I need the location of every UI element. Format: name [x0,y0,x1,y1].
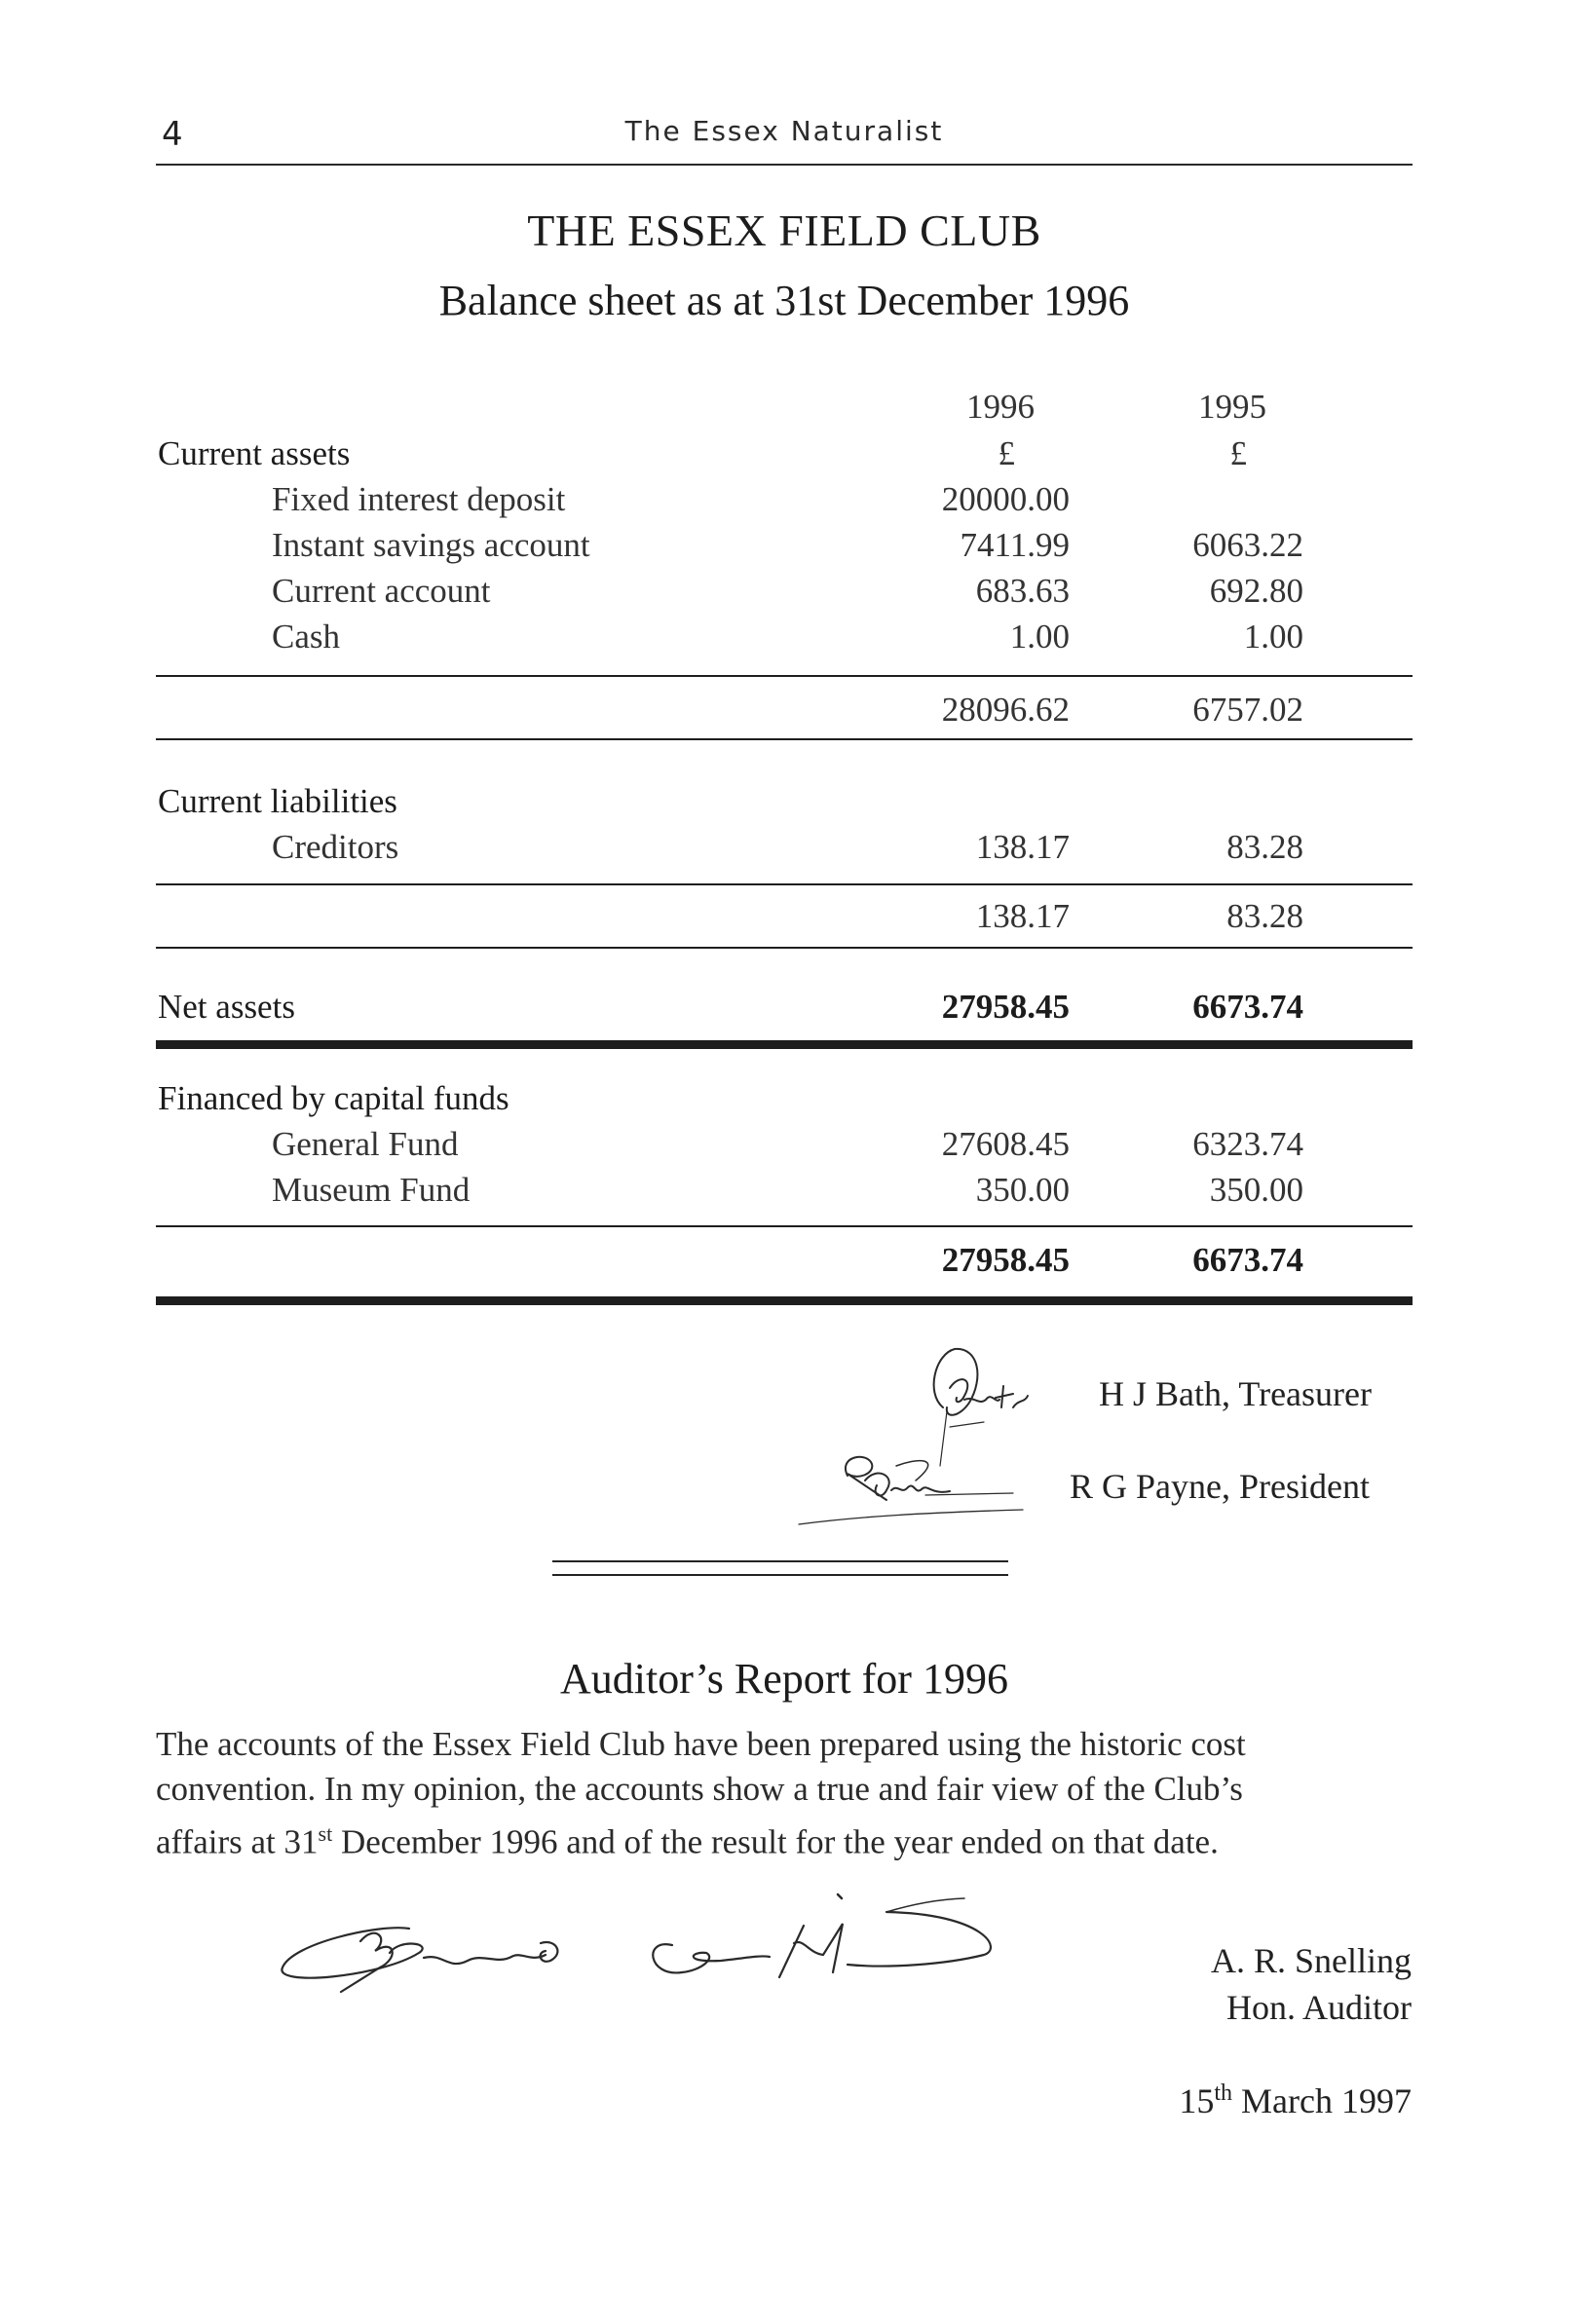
page-number: 4 [162,115,183,154]
divider [156,947,1413,949]
divider [156,1225,1413,1227]
row-label: Instant savings account [272,526,590,564]
table-row [156,618,1413,664]
capital-funds-heading: Financed by capital funds [158,1079,509,1117]
value-1995: 6063.22 [1192,526,1303,564]
auditor-report-line: affairs at 31st December 1996 and of the result for the year ended on that date. [156,1821,1219,1861]
year-1996-header: 1996 [966,388,1035,426]
currency-1995: £ [1229,434,1247,472]
value-1996: 138.17 [975,828,1070,866]
funds-total-1996: 27958.45 [941,1241,1070,1279]
row-label: General Fund [272,1125,459,1163]
auditor-report-body [156,1722,1413,1865]
auditor-role: Hon. Auditor [1225,1988,1412,2027]
value-1996: 7411.99 [960,526,1070,564]
row-label: Museum Fund [272,1171,471,1209]
liabilities-total-1995: 83.28 [1226,897,1303,935]
net-assets-1996: 27958.45 [941,988,1070,1026]
row-label: Current account [272,572,491,610]
assets-total-1995: 6757.02 [1192,691,1303,729]
value-1996: 350.00 [975,1171,1070,1209]
value-1996: 1.00 [1009,618,1070,656]
double-rule-bottom [552,1574,1008,1576]
value-1995: 83.28 [1226,828,1303,866]
assets-total-1996: 28096.62 [941,691,1070,729]
current-liabilities-heading-row [156,782,1413,829]
divider [156,738,1413,740]
table-row [156,572,1413,618]
auditor-signature [263,1885,1101,2021]
net-assets-1995: 6673.74 [1192,988,1303,1026]
table-row [156,480,1413,527]
divider [156,883,1413,885]
document-subtitle: Balance sheet as at 31st December 1996 [438,277,1130,324]
document-title: THE ESSEX FIELD CLUB [527,206,1041,255]
value-1995: 350.00 [1209,1171,1303,1209]
capital-funds-heading-row [156,1079,1413,1126]
currency-1996: £ [998,434,1015,472]
treasurer-name: H J Bath, Treasurer [1099,1374,1372,1413]
divider [156,675,1413,677]
net-assets-row [156,988,1413,1034]
year-1995-header: 1995 [1198,388,1266,426]
value-1996: 27608.45 [941,1125,1070,1163]
current-assets-heading: Current assets [158,434,351,472]
value-1996: 683.63 [975,572,1070,610]
value-1995: 6323.74 [1192,1125,1303,1163]
running-header [156,115,1413,166]
net-assets-label: Net assets [158,988,295,1026]
double-rule-top [552,1560,1008,1562]
current-assets-heading-row [156,434,1413,481]
row-label: Cash [272,618,340,656]
value-1995: 692.80 [1209,572,1303,610]
signatures-handwritten [779,1310,1130,1544]
value-1996: 20000.00 [941,480,1070,518]
report-date: 15th March 1997 [1179,2080,1412,2120]
value-1995: 1.00 [1243,618,1303,656]
column-year-header [156,388,1413,434]
table-row [156,1125,1413,1172]
subtotal-row [156,897,1413,944]
subtotal-row [156,1241,1413,1288]
thick-divider [156,1296,1413,1305]
journal-title: The Essex Naturalist [624,115,944,147]
auditor-report-line: convention. In my opinion, the accounts show a true and fair view of the Club’s [156,1770,1243,1808]
current-liabilities-heading: Current liabilities [158,782,397,820]
row-label: Fixed interest deposit [272,480,566,518]
table-row [156,828,1413,875]
president-name: R G Payne, President [1070,1467,1370,1506]
table-row [156,526,1413,573]
auditor-report-line: The accounts of the Essex Field Club have been prepared using the historic cost [156,1725,1246,1763]
liabilities-total-1996: 138.17 [975,897,1070,935]
table-row [156,1171,1413,1218]
auditor-name: A. R. Snelling [1210,1941,1412,1980]
subtotal-row [156,691,1413,737]
thick-divider [156,1040,1413,1049]
funds-total-1995: 6673.74 [1192,1241,1303,1279]
auditor-report-title: Auditor’s Report for 1996 [560,1655,1008,1703]
row-label: Creditors [272,828,399,866]
